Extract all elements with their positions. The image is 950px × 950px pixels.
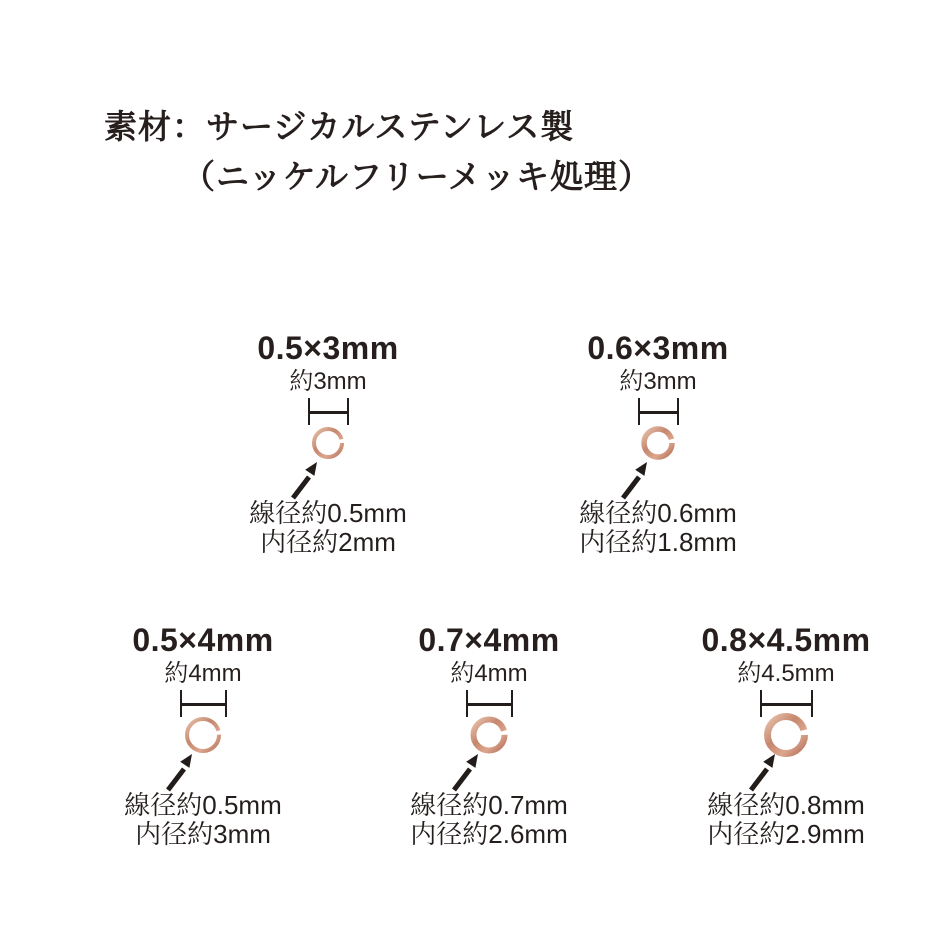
inner-diameter-label: 内径約3mm <box>135 819 271 849</box>
wire-diameter-label: 線径約0.8mm <box>707 790 865 820</box>
measurement-bracket <box>180 690 227 717</box>
wire-diameter-label: 線径約0.5mm <box>249 498 407 528</box>
wire-diameter-label: 線径約0.6mm <box>579 498 737 528</box>
size-title: 0.6×3mm <box>587 330 729 366</box>
size-title: 0.7×4mm <box>418 622 560 658</box>
outer-diameter-label: 約3mm <box>289 368 367 395</box>
spec-group-0-5x3 <box>208 330 448 557</box>
measurement-bracket <box>466 690 513 717</box>
inner-diameter-label: 内径約2mm <box>260 527 396 557</box>
measurement-bracket <box>760 690 813 717</box>
bracket-line <box>468 703 511 706</box>
pointer-arrow-icon <box>288 455 324 501</box>
inner-diameter-label: 内径約2.9mm <box>707 819 865 849</box>
bracket-line <box>762 703 811 706</box>
outer-diameter-label: 約4mm <box>450 660 528 687</box>
bracket-line <box>182 703 225 706</box>
pointer-arrow-icon <box>618 455 654 501</box>
pointer-arrow-icon <box>746 747 782 793</box>
wire-diameter-label: 線径約0.7mm <box>410 790 568 820</box>
inner-diameter-label: 内径約1.8mm <box>579 527 737 557</box>
size-title: 0.5×3mm <box>257 330 399 366</box>
wire-diameter-label: 線径約0.5mm <box>124 790 282 820</box>
pointer-arrow-icon <box>163 747 199 793</box>
bracket-line <box>640 411 677 414</box>
spec-group-0-6x3 <box>538 330 778 557</box>
spec-group-0-5x4 <box>83 622 323 849</box>
pointer-arrow-icon <box>449 747 485 793</box>
bracket-line <box>310 411 347 414</box>
measurement-bracket <box>638 398 679 425</box>
outer-diameter-label: 約4mm <box>164 660 242 687</box>
material-heading <box>104 102 652 202</box>
measurement-bracket <box>308 398 349 425</box>
spec-group-0-8x4-5 <box>666 622 906 849</box>
material-heading-line2: （ニッケルフリーメッキ処理） <box>182 158 653 195</box>
size-title: 0.8×4.5mm <box>701 622 871 658</box>
size-title: 0.5×4mm <box>132 622 274 658</box>
inner-diameter-label: 内径約2.6mm <box>410 819 568 849</box>
outer-diameter-label: 約4.5mm <box>737 660 835 687</box>
material-heading-line1: 素材：サージカルステンレス製 <box>104 108 575 145</box>
spec-group-0-7x4 <box>369 622 609 849</box>
outer-diameter-label: 約3mm <box>619 368 697 395</box>
